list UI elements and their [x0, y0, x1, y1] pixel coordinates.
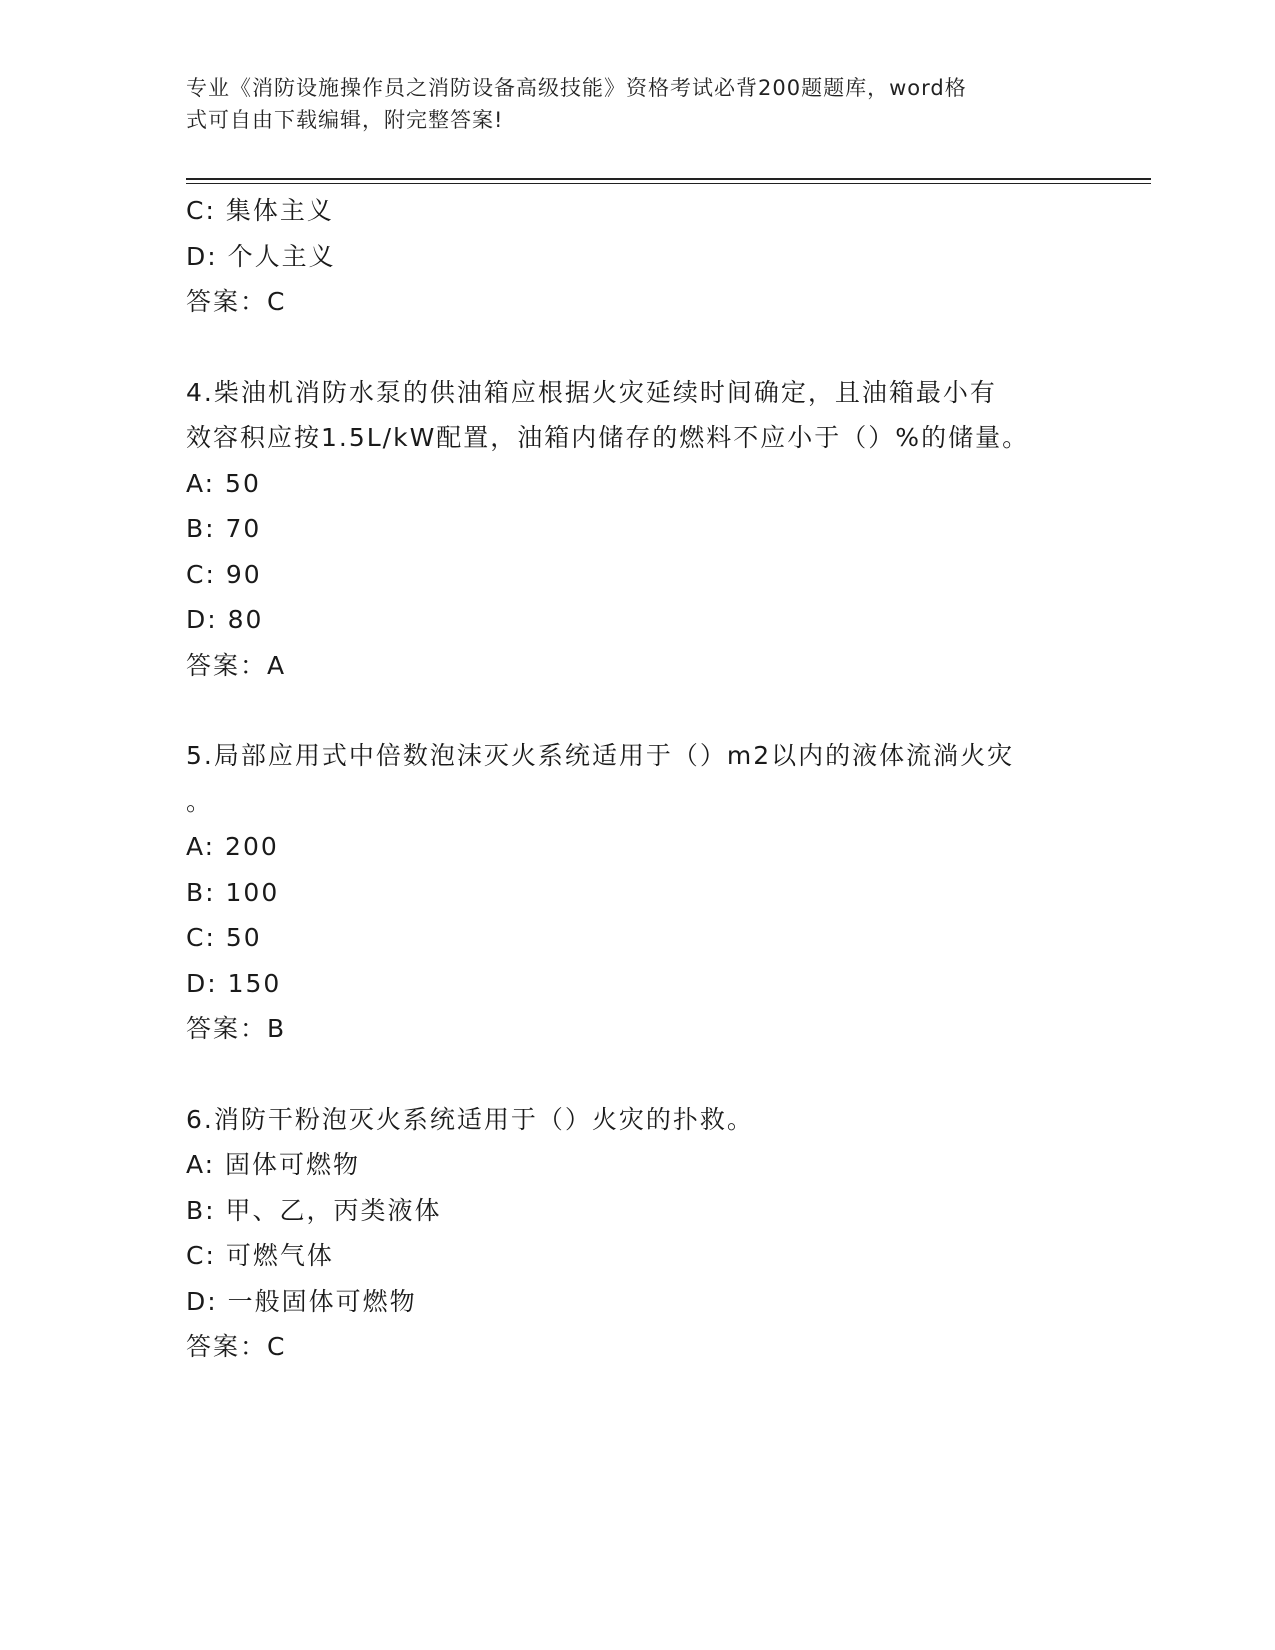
document-header	[186, 72, 1066, 136]
option-c: C: 可燃气体	[186, 1241, 334, 1270]
option-c: C: 90	[186, 559, 262, 589]
question-4	[186, 370, 1086, 689]
question-6	[186, 1097, 1086, 1370]
option-c: C: 集体主义	[186, 196, 334, 225]
option-c: C: 50	[186, 923, 262, 952]
answer-line: 答案：C	[186, 1332, 287, 1361]
answer-line: 答案：C	[186, 287, 287, 316]
answer-line: 答案：B	[186, 1014, 287, 1043]
question-5	[186, 733, 1086, 1052]
option-d: D: 80	[186, 605, 264, 634]
continued-question	[186, 188, 1086, 325]
answer-line: 答案：A	[186, 650, 287, 680]
option-a: A: 200	[186, 832, 279, 861]
question-text-line: 效容积应按1.5L/kW配置，油箱内储存的燃料不应小于（）%的储量。	[186, 423, 1030, 452]
header-line-2: 式可自由下载编辑，附完整答案!	[186, 108, 504, 132]
option-d: D: 150	[186, 968, 282, 998]
option-b: B: 100	[186, 877, 280, 907]
header-divider-thin	[186, 183, 1151, 184]
header-line-1: 专业《消防设施操作员之消防设备高级技能》资格考试必背200题题库，word格	[186, 76, 967, 100]
header-divider	[186, 178, 1151, 180]
question-text-line: 。	[186, 786, 214, 816]
option-a: A: 固体可燃物	[186, 1150, 361, 1179]
question-text-line: 5.局部应用式中倍数泡沫灭火系统适用于（）m2以内的液体流淌火灾	[186, 741, 1015, 770]
question-list	[186, 188, 1086, 1370]
option-a: A: 50	[186, 468, 261, 498]
question-text-line: 6.消防干粉泡灭火系统适用于（）火灾的扑救。	[186, 1104, 754, 1134]
option-b: B: 甲、乙，丙类液体	[186, 1195, 442, 1225]
option-d: D: 个人主义	[186, 241, 336, 271]
question-text-line: 4.柴油机消防水泵的供油箱应根据火灾延续时间确定，且油箱最小有	[186, 377, 997, 407]
option-b: B: 70	[186, 514, 262, 543]
option-d: D: 一般固体可燃物	[186, 1286, 417, 1316]
